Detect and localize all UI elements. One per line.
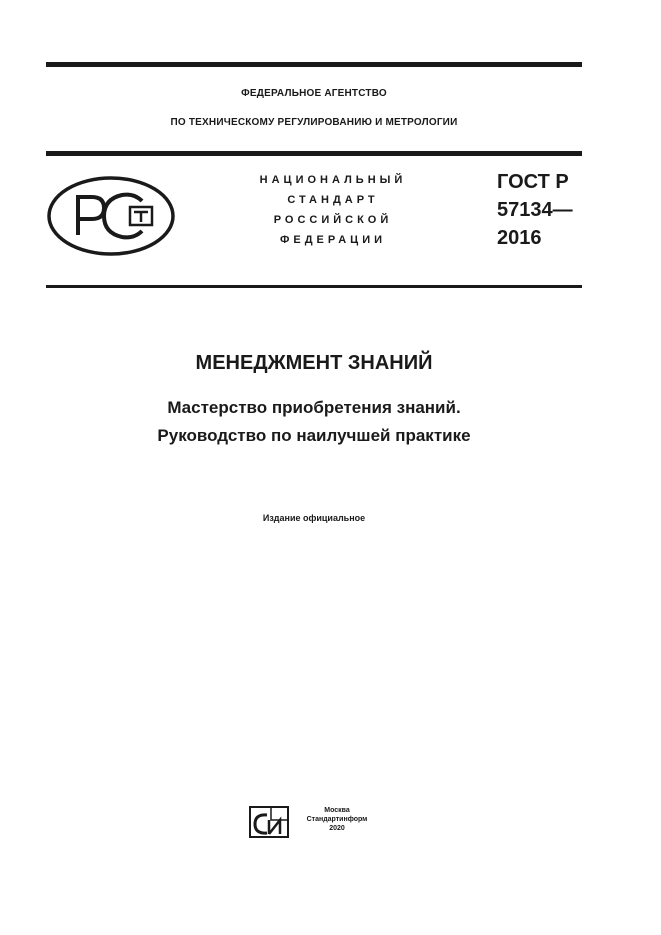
document-subtitle: [46, 394, 582, 450]
standard-type-line: НАЦИОНАЛЬНЫЙ: [259, 174, 407, 186]
standard-type-line: СТАНДАРТ: [287, 194, 379, 206]
header-divider: [46, 151, 582, 156]
standard-type-line: РОССИЙСКОЙ: [273, 214, 393, 226]
gost-code-year: 2016: [497, 227, 542, 249]
rst-certification-mark-icon: [46, 175, 176, 257]
subtitle-line-1: Мастерство приобретения знаний.: [167, 398, 461, 417]
gost-code: [497, 168, 573, 252]
agency-line-1: ФЕДЕРАЛЬНОЕ АГЕНТСТВО: [241, 88, 387, 99]
gost-code-prefix: ГОСТ Р: [497, 171, 569, 193]
standard-divider: [46, 285, 582, 288]
agency-line-2: ПО ТЕХНИЧЕСКОМУ РЕГУЛИРОВАНИЮ И МЕТРОЛОГИИ: [170, 117, 458, 128]
standard-type-line: ФЕДЕРАЦИИ: [279, 234, 387, 246]
edition-note: Издание официальное: [262, 513, 366, 523]
publisher-name: Стандартинформ: [306, 816, 368, 823]
standartinform-logo-icon: [249, 806, 289, 838]
publisher-info: [292, 806, 382, 833]
publisher-city: Москва: [324, 807, 350, 814]
gost-code-number: 57134—: [497, 199, 573, 221]
document-title: МЕНЕДЖМЕНТ ЗНАНИЙ: [195, 352, 433, 374]
subtitle-line-2: Руководство по наилучшей практике: [157, 426, 471, 445]
top-rule: [46, 62, 582, 67]
standard-type: [228, 170, 438, 250]
publisher-year: 2020: [329, 825, 345, 832]
